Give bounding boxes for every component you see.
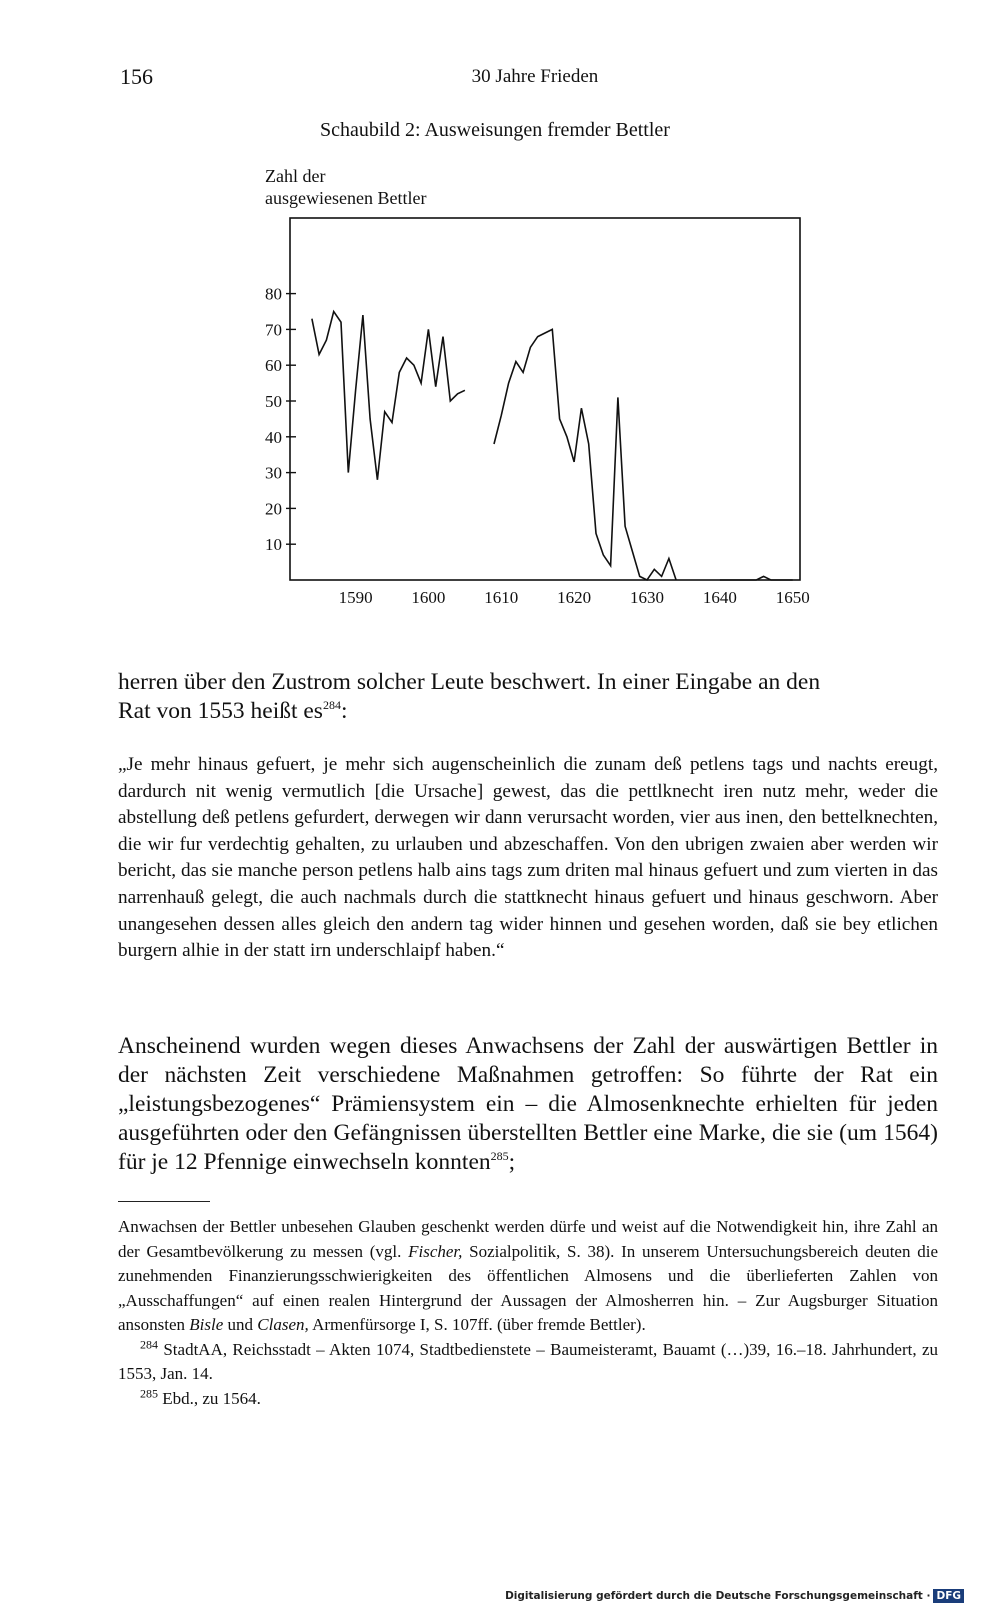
paragraph-main (118, 1032, 938, 1177)
paragraph-main-end: ; (508, 1149, 516, 1175)
x-tick-label: 1630 (630, 588, 664, 607)
x-tick-label: 1610 (484, 588, 519, 607)
paragraph-intro-line2 (118, 697, 938, 726)
y-tick-label: 60 (265, 356, 282, 376)
y-tick-label: 80 (265, 284, 282, 304)
running-title: 30 Jahre Frieden (471, 66, 599, 87)
footnote-ref-285[interactable]: 285 (490, 1149, 509, 1164)
x-tick-label: 1640 (702, 588, 737, 607)
y-tick-label: 40 (265, 427, 282, 447)
y-axis-label-line1: Zahl der (265, 166, 326, 186)
footnote-284 (118, 1338, 938, 1387)
author-clasen: Clasen, (257, 1315, 309, 1334)
page-number: 156 (120, 64, 153, 89)
author-bisle: Bisle (189, 1315, 224, 1334)
footnote-und: und (223, 1315, 258, 1334)
paragraph-intro-colon: : (340, 698, 348, 724)
footnote-ref-284[interactable]: 284 (322, 698, 341, 713)
footnote-continuation-a: Anwachsen der Bettler unbesehen Glauben geschenkt werden dürfe und weist auf die Notwendigkeit hin, ihre Zahl an der Gesamtbevölkerung zu messen (vgl. (118, 1217, 938, 1261)
paragraph-intro-line1: herren über den Zustrom solcher Leute beschwert. In einer Eingabe an den (118, 669, 821, 695)
dfg-logo: DFG (933, 1589, 964, 1603)
x-tick-label: 1590 (338, 588, 373, 607)
footnote-284-text: StadtAA, Reichsstadt – Akten 1074, Stadtbedienstete – Baumeisteramt, Bauamt (…)39, 16.–18. Jahrhundert, zu 1553, Jan. 14. (118, 1339, 938, 1383)
series-line-segment-3 (720, 576, 793, 580)
footnote-285 (118, 1387, 938, 1412)
y-tick-label: 30 (265, 463, 282, 483)
footnotes (118, 1215, 938, 1411)
digitization-credit (505, 1589, 964, 1603)
footnote-continuation (118, 1215, 938, 1338)
line-chart (0, 0, 1000, 610)
series-line-segment-2 (494, 329, 676, 580)
author-fischer: Fischer, (408, 1241, 463, 1261)
figure-caption: Schaubild 2: Ausweisungen fremder Bettler (320, 119, 670, 141)
y-tick-label: 70 (265, 320, 282, 340)
block-quote: „Je mehr hinaus gefuert, je mehr sich augenscheinlich die zunam deß petlens tags und nachts ereugt, dardurch nit wenig vermutlich [die Ursache] gewest, das die pettlknecht iren nutz mehr, weder die abstellung deß petlens gefurdert, derwegen wir dann verursacht worden, vier aus inen, den bettelknechten, die wir fur verdechtig gehalten, zu urlauben und abzeschaffen. Von den ubrigen zwaien aber werden wir bericht, das sie manche person petlens halb ains tags zum driten mal hinaus gefuert und zum vierten in das narrenhauß gelegt, die auch nachmals durch die stattknecht hinaus gefuert und hinaus geschworn. Aber unangesehen dessen alles gleich den andern tag wider hinnen und gesehen worden, daß sie bey etlichen burgern alhie in der statt irn underschlaipf haben.“ (118, 754, 938, 962)
x-tick-label: 1650 (775, 588, 810, 607)
digitization-credit-text: Digitalisierung gefördert durch die Deutsche Forschungsgemeinschaft · (505, 1590, 931, 1602)
paragraph-intro (118, 668, 938, 726)
x-tick-label: 1600 (411, 588, 446, 607)
footnote-285-number: 285 (140, 1385, 158, 1400)
footnote-continuation-b: Sozialpolitik, S. 38). In unserem Untersuchungsbereich deuten die zunehmenden Finanzierungsschwierigkeiten des öffentlichen Almosens und die überlieferten Zahlen von „Ausschaffungen“ auf einen realen Hintergrund der Aussagen der Almosherren hin. – Zur Augsburger Situation ansonsten (118, 1241, 938, 1334)
y-tick-label: 10 (265, 535, 282, 555)
y-tick-label: 50 (265, 392, 282, 411)
paragraph-main-text: Anscheinend wurden wegen dieses Anwachsens der Zahl der auswärtigen Bettler in der nächsten Zeit verschiedene Maßnahmen getroffen: So führte der Rat ein „leistungsbezogenes“ Prämiensystem ein – die Almosenknechte erhielten für jeden ausgeführten oder den Gefängnissen überstellten Bettler eine Marke, die sie (um 1564) für je 12 Pfennige einwechseln konnten (118, 1033, 938, 1175)
y-axis-label-line2: ausgewiesenen Bettler (265, 188, 427, 208)
footnote-285-text: Ebd., zu 1564. (158, 1388, 261, 1408)
footnote-continuation-c: Armenfürsorge I, S. 107ff. (über fremde Bettler). (308, 1315, 646, 1334)
paragraph-intro-line2-text: Rat von 1553 heißt es (118, 698, 323, 724)
footnote-284-number: 284 (140, 1336, 158, 1351)
x-tick-label: 1620 (557, 588, 592, 607)
series-line-segment-1 (312, 312, 465, 480)
footnote-divider (118, 1201, 210, 1202)
plot-frame (290, 218, 800, 580)
y-tick-label: 20 (265, 499, 282, 519)
